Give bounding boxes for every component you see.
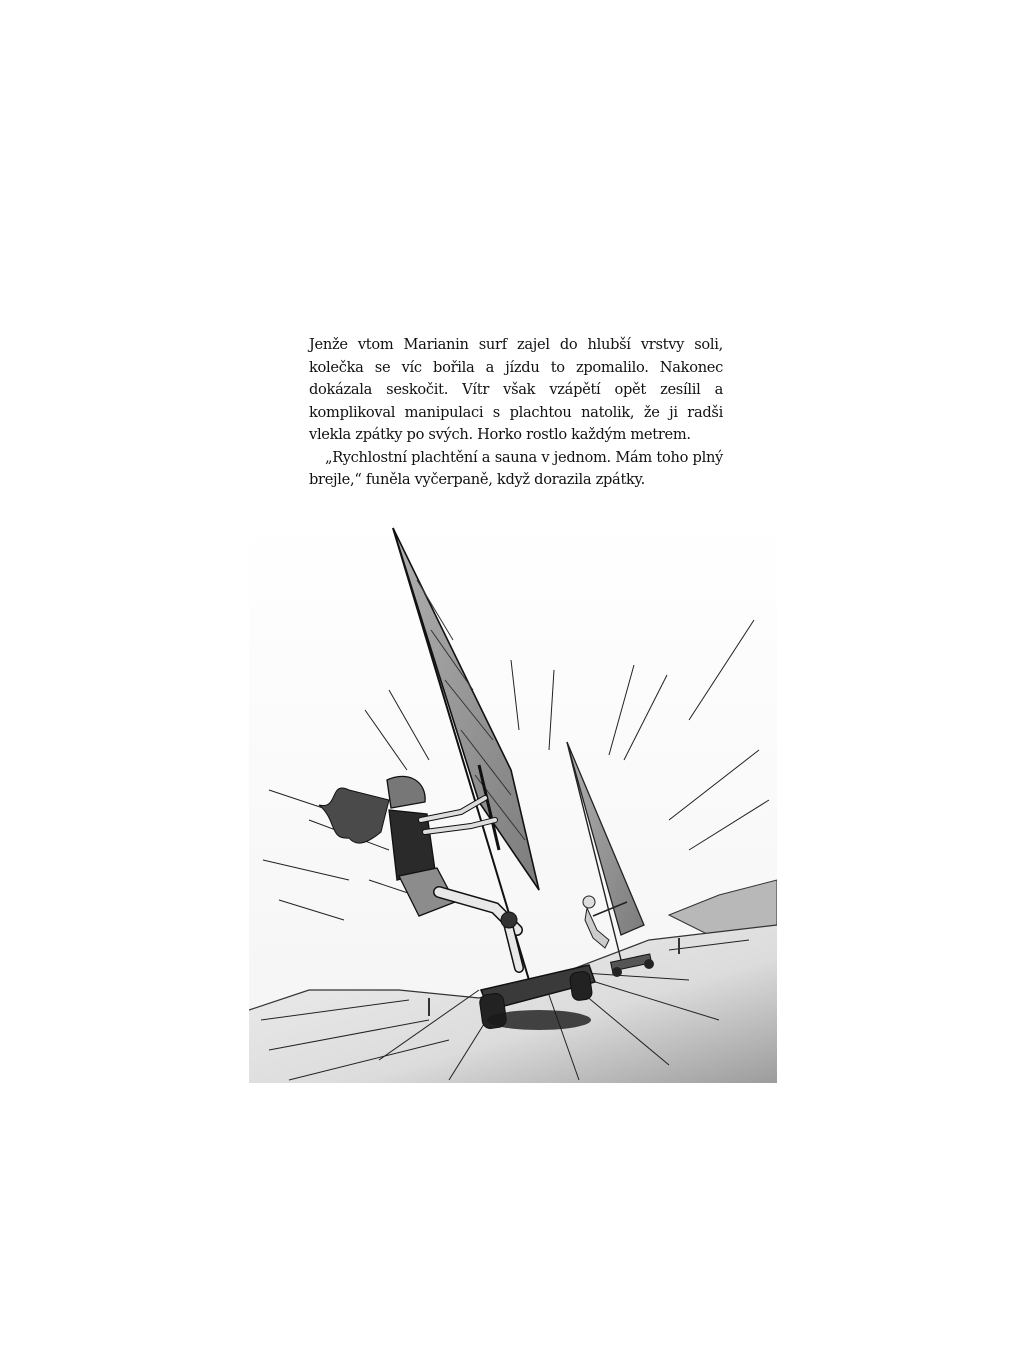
illustration-land-windsurfing (249, 520, 777, 1083)
paragraph-2: „Rychlostní plachtění a sauna v jednom. Mám toho plný brejle,“ funěla vyčerpaně, když dorazila zpátky. (309, 448, 723, 488)
story-text (309, 334, 723, 492)
paragraph-1: Jenže vtom Marianin surf zajel do hlubší vrstvy soli, kolečka se víc bořila a jízdu to zpomalilo. Nakonec dokázala seskočit. Vítr však vzápětí opět zesílil a komplikoval manipulaci s plachtou natolik, že ji radši vlekla zpátky po svých. Horko rostlo každým metrem. (309, 336, 723, 443)
illustration-svg (249, 520, 777, 1083)
